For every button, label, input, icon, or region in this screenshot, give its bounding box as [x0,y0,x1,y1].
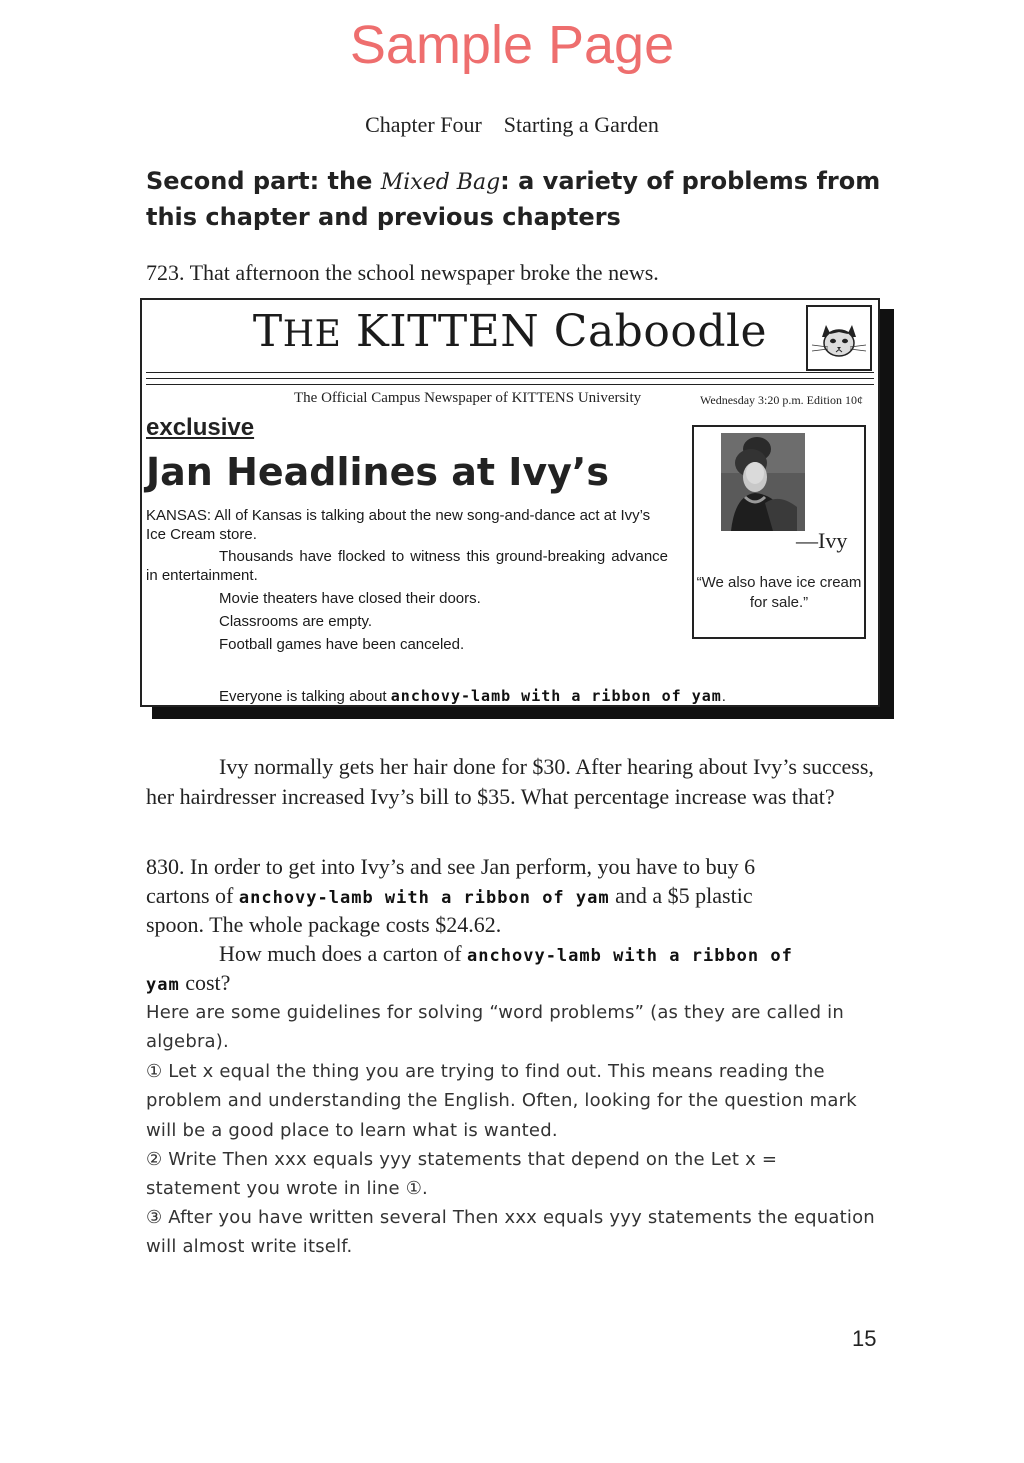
problem-723-intro: 723. That afternoon the school newspaper broke the news. [146,260,659,285]
newspaper-edition: Wednesday 3:20 p.m. Edition 10¢ [700,393,864,407]
article-line-theaters: Movie theaters have closed their doors. [219,590,481,607]
guidelines-intro: Here are some guidelines for solving “word problems” (as they are called in algebra). [146,1002,844,1053]
ivy-quote: “We also have ice cream for sale.” [696,574,862,611]
article-paragraph-2: Thousands have flocked to witness this ground-breaking advance in entertainment. [146,548,668,584]
masthead-name: KITTEN Caboodle [341,306,768,357]
question-prefix: How much does a carton of [219,941,468,966]
section-heading [146,164,886,234]
sample-page-watermark: Sample Page [349,15,675,75]
quote-attribution: —Ivy [796,528,848,553]
exclusive-kicker: exclusive [146,414,255,441]
masthead-rule-middle [146,378,874,379]
problem-830-line-1: 830. In order to get into Ivy’s and see Jan perform, you have to buy 6 [146,854,756,879]
newspaper-masthead [140,306,880,357]
dish-name-end: yam [146,975,180,995]
problem-723-question: Ivy normally gets her hair done for $30. After hearing about Ivy’s success, her hairdresser increased Ivy’s bill to $35. What percentage increase was that? [146,754,874,809]
page-number: 15 [852,1326,877,1351]
newspaper-tagline: The Official Campus Newspaper of KITTENS University [294,390,642,406]
masthead-initial: T [252,306,283,357]
dish-name: anchovy-lamb with a ribbon of yam [390,687,722,705]
masthead-rule-top [146,372,874,373]
article-line-everyone [219,687,726,706]
everyone-suffix: . [721,688,726,705]
cartons-of: cartons of [146,883,239,908]
article-headline: Jan Headlines at Ivy’s [146,450,609,494]
everyone-prefix: Everyone is talking about [219,688,391,705]
article-paragraph-1: KANSAS: All of Kansas is talking about the new song-and-dance act at Ivy’s Ice Cream store. [146,507,651,543]
kitten-logo [806,305,872,371]
question-suffix: cost? [179,970,231,995]
cat-face-icon [808,307,870,369]
problem-830-line-2 [146,881,753,914]
section-heading-prefix: Second part: the [146,167,381,195]
ivy-photo [721,433,805,531]
section-heading-suffix: : a variety of problems from this chapter and previous chapters [146,167,881,231]
plastic-spoon-text: and a $5 plastic [609,883,753,908]
portrait-image [721,433,805,531]
masthead-rule-bottom [146,384,874,385]
problem-830-question-end [146,968,230,1001]
problem-830-question [219,939,793,972]
problem-830-line-3: spoon. The whole package costs $24.62. [146,912,502,937]
mixed-bag-label: Mixed Bag [380,170,501,195]
article-line-classrooms: Classrooms are empty. [219,613,373,630]
running-head [0,112,1024,138]
chapter-label: Chapter Four [365,112,482,137]
guideline-step-3: ③ After you have written several Then xxx equals yyy statements the equation will almost write itself. [146,1207,875,1258]
chapter-title: Starting a Garden [503,112,659,137]
dish-name: anchovy-lamb with a ribbon of [467,946,793,966]
masthead-the: HE [282,314,342,355]
dish-name: anchovy-lamb with a ribbon of yam [238,888,610,908]
article-line-football: Football games have been canceled. [219,636,465,653]
guideline-step-2: ② Write Then xxx equals yyy statements that depend on the Let x = statement you wrote in line ①. [146,1149,778,1200]
guideline-step-1: ① Let x equal the thing you are trying to find out. This means reading the problem and understanding the English. Often, looking for the question mark will be a good place to learn what is wanted. [146,1061,857,1141]
